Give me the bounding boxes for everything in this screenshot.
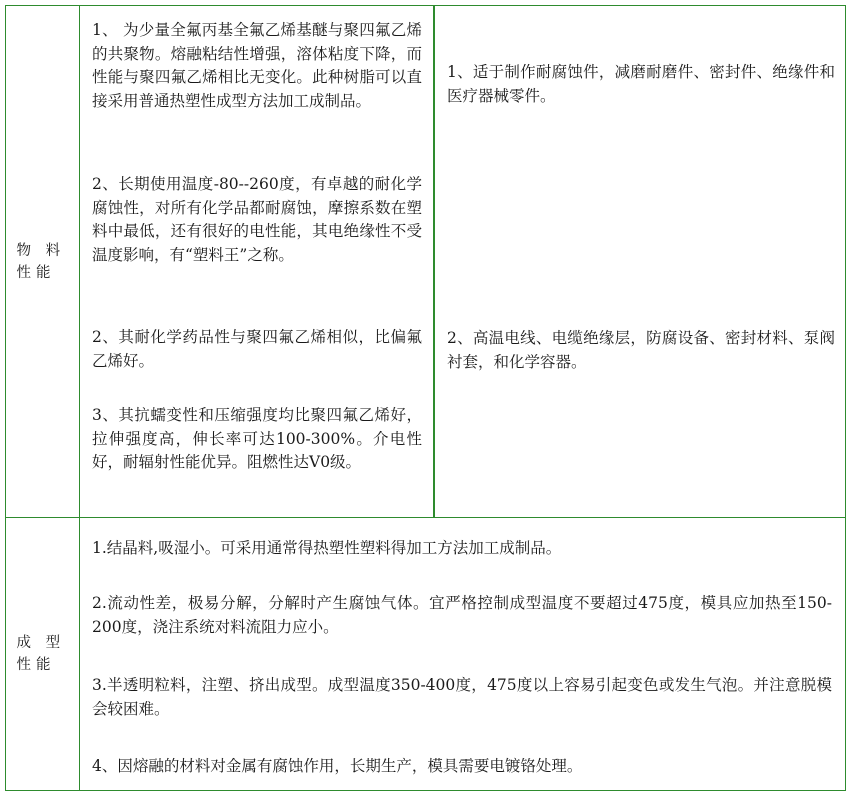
material-application-1: 1、适于制作耐腐蚀件，减磨耐磨件、密封件、绝缘件和医疗器械零件。 (447, 63, 835, 105)
molding-item-4: 4、因熔融的材料对金属有腐蚀作用，长期生产，模具需要电镀铬处理。 (92, 757, 583, 775)
material-properties-cell (80, 6, 433, 517)
material-property-2: 2、长期使用温度-80--260度，有卓越的耐化学腐蚀性，对所有化学品都耐腐蚀，摩擦系数在塑料中最低，还有很好的电性能，其电绝缘性不受温度影响，有“塑料王”之称。 (92, 175, 422, 264)
table-border-bottom (5, 790, 846, 791)
material-property-3: 2、其耐化学药品性与聚四氟乙烯相似，比偏氟乙烯好。 (92, 328, 422, 370)
molding-item-2: 2.流动性差，极易分解，分解时产生腐蚀气体。宜严格控制成型温度不要超过475度，模具应加热至150-200度，浇注系统对料流阻力应小。 (92, 594, 832, 636)
molding-properties-cell (80, 518, 845, 790)
material-property-4: 3、其抗蠕变性和压缩强度均比聚四氟乙烯好，拉伸强度高，伸长率可达100-300%。介电性好，耐辐射性能优异。阻燃性达V0级。 (92, 406, 422, 471)
row-label-molding (6, 518, 79, 790)
material-applications-cell (435, 6, 845, 517)
material-property-1: 1、 为少量全氟丙基全氟乙烯基醚与聚四氟乙烯的共聚物。熔融粘结性增强，溶体粘度下降，而性能与聚四氟乙烯相比无变化。此种树脂可以直接采用普通热塑性成型方法加工成制品。 (92, 21, 422, 110)
table-border-right (845, 5, 846, 791)
row-label-material-text: 物 料 性能 (16, 242, 66, 281)
molding-item-3: 3.半透明粒料，注塑、挤出成型。成型温度350-400度，475度以上容易引起变色或发生气泡。并注意脱模会较困难。 (92, 676, 832, 718)
molding-item-1: 1.结晶料,吸湿小。可采用通常得热塑性塑料得加工方法加工成制品。 (92, 539, 562, 557)
material-application-2: 2、高温电线、电缆绝缘层，防腐设备、密封材料、泵阀衬套，和化学容器。 (447, 329, 835, 371)
row-label-molding-text: 成 型 性能 (16, 635, 66, 673)
row-label-material (6, 6, 79, 517)
